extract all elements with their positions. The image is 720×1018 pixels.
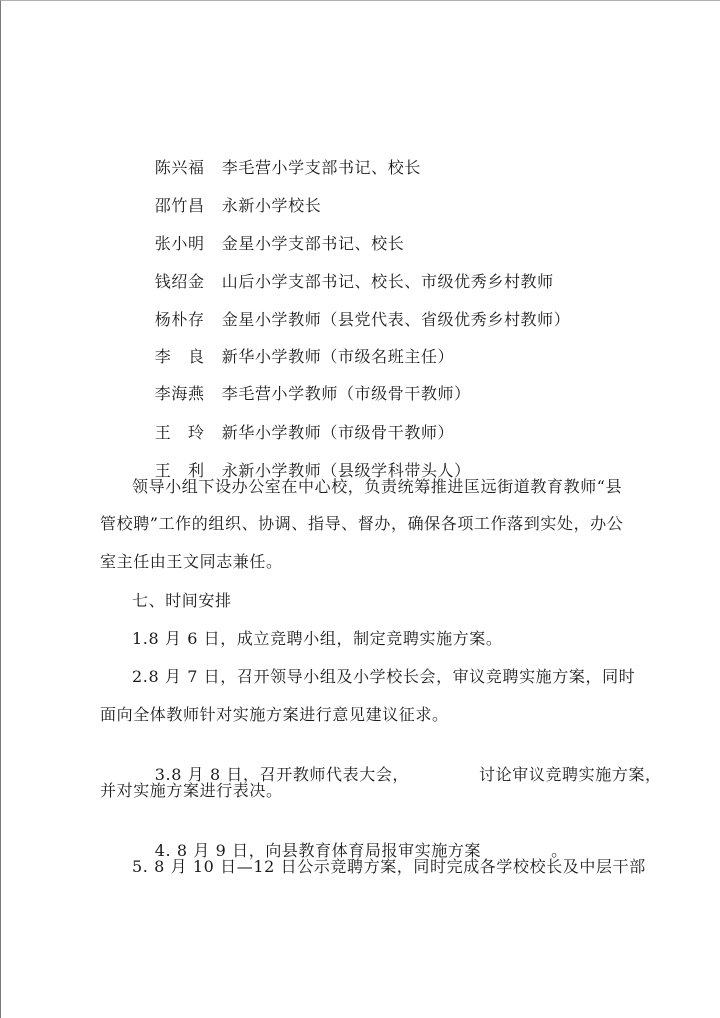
member-role: 金星小学支部书记、校长 — [221, 234, 405, 253]
schedule-text: 。 — [551, 841, 568, 860]
schedule-item-continued: 面向全体教师针对实施方案进行意见建议征求。 — [100, 705, 449, 724]
schedule-item: 5. 8 月 10 日—12 日公示竞聘方案，同时完成各学校校长及中层干部 — [132, 857, 646, 876]
member-name: 王 玲 — [154, 423, 205, 442]
member-role: 永新小学校长 — [221, 196, 322, 215]
office-paragraph-line: 室主任由王文同志兼任。 — [100, 552, 283, 571]
member-name: 杨朴存 — [154, 310, 205, 329]
member-role: 金星小学教师（县党代表、省级优秀乡村教师） — [221, 310, 571, 329]
member-role: 李毛营小学支部书记、校长 — [221, 158, 421, 177]
member-name: 邵竹昌 — [154, 196, 205, 215]
schedule-text: 讨论审议竞聘实施方案， — [479, 765, 662, 784]
schedule-item-continued: 并对实施方案进行表决。 — [100, 781, 283, 800]
schedule-text: 3.8 月 8 日，召开教师代表大会， — [154, 765, 410, 784]
member-name: 李海燕 — [154, 384, 205, 403]
member-name: 陈兴福 — [154, 158, 205, 177]
member-role: 新华小学教师（市级骨干教师） — [221, 423, 455, 442]
member-name: 王 利 — [154, 461, 205, 480]
office-paragraph-line: 领导小组下设办公室在中心校，负责统筹推进匡远街道教育教师“县 — [132, 477, 623, 496]
schedule-item: 2.8 月 7 日，召开领导小组及小学校长会，审议竞聘实施方案，同时 — [132, 667, 636, 686]
schedule-text: 4. 8 月 9 日，向县教育体育局报审实施方案 — [154, 841, 482, 860]
section-heading: 七、时间安排 — [132, 591, 232, 610]
office-paragraph-line: 管校聘”工作的组织、协调、指导、督办，确保各项工作落到实处，办公 — [100, 514, 624, 533]
member-role: 李毛营小学教师（市级骨干教师） — [221, 384, 471, 403]
member-role: 山后小学支部书记、校长、市级优秀乡村教师 — [221, 272, 554, 291]
member-role: 新华小学教师（市级名班主任） — [221, 347, 455, 366]
schedule-item: 1.8 月 6 日，成立竞聘小组，制定竞聘实施方案。 — [132, 629, 503, 648]
member-role: 永新小学教师（县级学科带头人） — [221, 461, 471, 480]
member-name: 张小明 — [154, 234, 205, 253]
member-name: 李 良 — [154, 347, 205, 366]
member-name: 钱绍金 — [154, 272, 205, 291]
